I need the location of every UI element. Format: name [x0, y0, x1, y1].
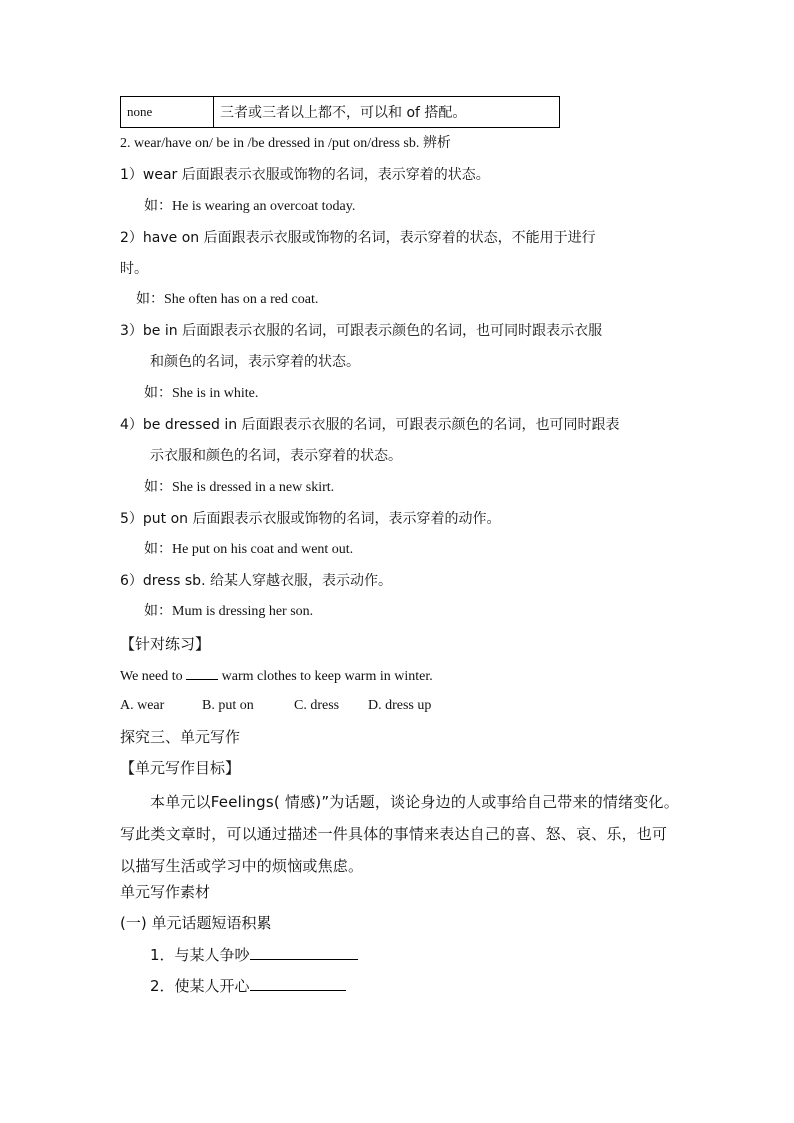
writing-material-heading: 单元写作素材: [120, 883, 211, 901]
phrase-item-2-text: 2．使某人开心: [150, 977, 250, 995]
phrase-item-1-text: 1．与某人争吵: [150, 946, 250, 964]
item-be-in-cont: 和颜色的名词，表示穿着的状态。: [150, 354, 360, 370]
phrase-item-1-blank: [250, 945, 358, 960]
option-a: A. wear: [120, 698, 165, 713]
phrase-heading: (一) 单元话题短语积累: [120, 914, 272, 932]
answer-blank: [186, 665, 218, 680]
item-wear: 1）wear 后面跟表示衣服或饰物的名词，表示穿着的状态。: [120, 167, 490, 183]
item-put-on: 5）put on 后面跟表示衣服或饰物的名词，表示穿着的动作。: [120, 511, 501, 527]
item-be-dressed-in-cont: 示衣服和颜色的名词，表示穿着的状态。: [150, 448, 402, 464]
item-be-dressed-in: 4）be dressed in 后面跟表示衣服的名词，可跟表示颜色的名词，也可同时跟表: [120, 417, 620, 433]
table-row: [121, 97, 560, 128]
item-have-on-cont: 时。: [120, 261, 148, 277]
example-wear: 如：He is wearing an overcoat today.: [144, 199, 356, 214]
example-put-on: 如：He put on his coat and went out.: [144, 542, 354, 557]
example-be-in: 如：She is in white.: [144, 386, 259, 401]
section-heading-writing: 探究三、单元写作: [120, 728, 241, 746]
question-text-end: warm clothes to keep warm in winter.: [218, 669, 433, 684]
item-have-on: 2）have on 后面跟表示衣服或饰物的名词，表示穿着的状态，不能用于进行: [120, 230, 596, 246]
phrase-item-2: [150, 976, 346, 996]
writing-goal-heading: 【单元写作目标】: [120, 759, 241, 777]
phrase-item-2-blank: [250, 976, 346, 991]
phrase-item-1: [150, 945, 358, 965]
practice-heading: 【针对练习】: [120, 635, 211, 653]
example-dress-sb: 如：Mum is dressing her son.: [144, 604, 314, 619]
question-text-start: We need to: [120, 669, 187, 684]
table-cell-usage: 三者或三者以上都不，可以和 of 搭配。: [214, 97, 560, 128]
example-have-on: 如：She often has on a red coat.: [136, 292, 319, 307]
writing-goal-paragraph: 本单元以Feelings( 情感)”为话题，谈论身边的人或事给自己带来的情绪变化。写此类文章时，可以通过描述一件具体的事情来表达自己的喜、怒、哀、乐，也可以描写生活或学习中的烦恼或焦虑。: [120, 793, 679, 875]
item-be-in: 3）be in 后面跟表示衣服的名词，可跟表示颜色的名词，也可同时跟表示衣服: [120, 323, 603, 339]
option-b: B. put on: [202, 698, 254, 713]
practice-question: [120, 665, 433, 687]
example-be-dressed-in: 如：She is dressed in a new skirt.: [144, 480, 335, 495]
section-heading-wear: 2. wear/have on/ be in /be dressed in /put on/dress sb. 辨析: [120, 136, 451, 151]
option-c: C. dress: [294, 698, 340, 713]
table-cell-word: none: [121, 97, 214, 128]
item-dress-sb: 6）dress sb. 给某人穿越衣服，表示动作。: [120, 573, 392, 589]
pronoun-table: [120, 96, 560, 128]
option-d: D. dress up: [368, 698, 432, 713]
